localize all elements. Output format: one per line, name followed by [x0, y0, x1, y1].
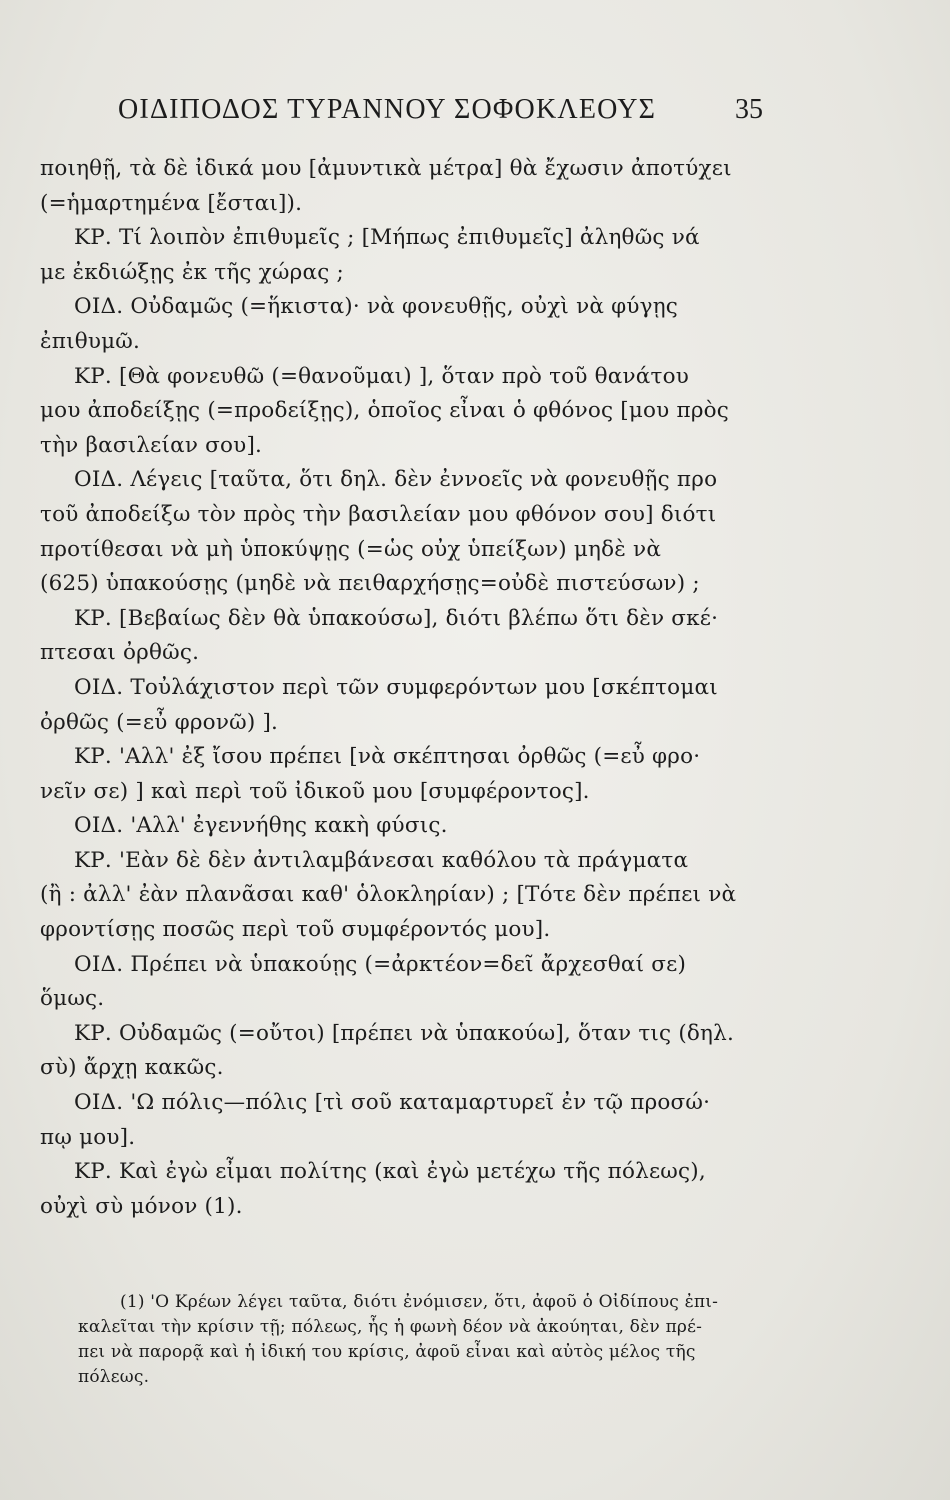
main-text [40, 152, 820, 1224]
text-line: ΚΡ. Καὶ ἐγὼ εἶμαι πολίτης (καὶ ἐγὼ μετέχω τῆς πόλεως), [74, 1159, 706, 1185]
page-header [118, 94, 763, 134]
footnote [78, 1290, 820, 1390]
text-line: νεῖν σε) ] καὶ περὶ τοῦ ἰδικοῦ μου [συμφέροντος]. [40, 778, 590, 804]
text-line: ΚΡ. Οὐδαμῶς (=οὔτοι) [πρέπει νὰ ὑπακούω], ὅταν τις (δηλ. [74, 1020, 734, 1046]
text-line: πῳ μου]. [40, 1124, 136, 1150]
text-line: πτεσαι ὀρθῶς. [40, 640, 200, 666]
text-line: μου ἀποδείξῃς (=προδείξῃς), ὁποῖος εἶναι ὁ φθόνος [μου πρὸς [40, 398, 730, 424]
text-line: (ἢ : ἀλλ' ἐὰν πλανᾶσαι καθ' ὁλοκληρίαν) ; [Τότε δὲν πρέπει νὰ [40, 882, 737, 908]
text-line: ἐπιθυμῶ. [40, 328, 141, 354]
text-line: ΚΡ. [Θὰ φονευθῶ (=θανοῦμαι) ], ὅταν πρὸ τοῦ θανάτου [74, 363, 690, 389]
text-line: ὅμως. [40, 986, 105, 1012]
footnote-line: πόλεως. [78, 1367, 150, 1387]
text-line: τὴν βασιλείαν σου]. [40, 432, 263, 458]
text-line: ΚΡ. 'Αλλ' ἐξ ἴσου πρέπει [νὰ σκέπτησαι ὀρθῶς (=εὖ φρο· [74, 744, 701, 770]
text-line: ΟΙΔ. Οὐδαμῶς (=ἥκιστα)· νὰ φονευθῇς, οὐχὶ νὰ φύγῃς [74, 294, 679, 320]
text-line: ΚΡ. [Βεβαίως δὲν θὰ ὑπακούσω], διότι βλέπω ὅτι δὲν σκέ· [74, 605, 719, 631]
text-line: ΟΙΔ. 'Ω πόλις—πόλις [τὶ σοῦ καταμαρτυρεῖ ἐν τῷ προσώ· [74, 1090, 711, 1116]
running-head: ΟΙΔΙΠΟΔΟΣ ΤΥΡΑΝΝΟΥ ΣΟΦΟΚΛΕΟΥΣ [118, 94, 657, 125]
text-line: με ἐκδιώξῃς ἐκ τῆς χώρας ; [40, 259, 344, 285]
text-line: προτίθεσαι νὰ μὴ ὑποκύψῃς (=ὡς οὐχ ὑπείξων) μηδὲ νὰ [40, 536, 662, 562]
text-line: ΟΙΔ. 'Αλλ' ἐγεννήθης κακὴ φύσις. [74, 813, 448, 839]
text-line: ΟΙΔ. Πρέπει νὰ ὑπακούῃς (=ἀρκτέον=δεῖ ἄρχεσθαί σε) [74, 951, 687, 977]
footnote-line: καλεῖται τὴν κρίσιν τῇ; πόλεως, ἧς ἡ φωνὴ δέον νὰ ἀκούηται, δὲν πρέ- [78, 1317, 703, 1337]
text-line: τοῦ ἀποδείξω τὸν πρὸς τὴν βασιλείαν μου φθόνον σου] διότι [40, 501, 717, 527]
text-line: (=ἡμαρτημένα [ἔσται]). [40, 190, 303, 216]
text-line: ὀρθῶς (=εὖ φρονῶ) ]. [40, 709, 279, 735]
text-line: ποιηθῇ, τὰ δὲ ἰδικά μου [ἀμυντικὰ μέτρα] θὰ ἔχωσιν ἀποτύχει [40, 156, 732, 181]
text-line: (625) ὑπακούσῃς (μηδὲ νὰ πειθαρχήσῃς=οὐδὲ πιστεύσων) ; [40, 571, 700, 597]
footnote-line: (1) 'Ο Κρέων λέγει ταῦτα, διότι ἐνόμισεν, ὅτι, ἀφοῦ ὁ Οἰδίπους ἐπι- [120, 1292, 719, 1312]
footnote-line: πει νὰ παρορᾷ καὶ ἡ ἰδική του κρίσις, ἀφοῦ εἶναι καὶ αὐτὸς μέλος τῆς [78, 1342, 696, 1362]
text-line: σὺ) ἄρχῃ κακῶς. [40, 1055, 224, 1081]
text-line: οὐχὶ σὺ μόνον (1). [40, 1193, 243, 1219]
text-line: ΚΡ. 'Εὰν δὲ δὲν ἀντιλαμβάνεσαι καθόλου τὰ πράγματα [74, 847, 689, 873]
text-line: φροντίσῃς ποσῶς περὶ τοῦ συμφέροντός μου]. [40, 917, 551, 943]
text-line: ΟΙΔ. Λέγεις [ταῦτα, ὅτι δηλ. δὲν ἐννοεῖς νὰ φονευθῇς προ [74, 467, 718, 493]
page-number: 35 [735, 94, 763, 125]
text-line: ΟΙΔ. Τοὐλάχιστον περὶ τῶν συμφερόντων μου [σκέπτομαι [74, 674, 718, 700]
text-line: ΚΡ. Τί λοιπὸν ἐπιθυμεῖς ; [Μήπως ἐπιθυμεῖς] ἀληθῶς νά [74, 225, 700, 251]
